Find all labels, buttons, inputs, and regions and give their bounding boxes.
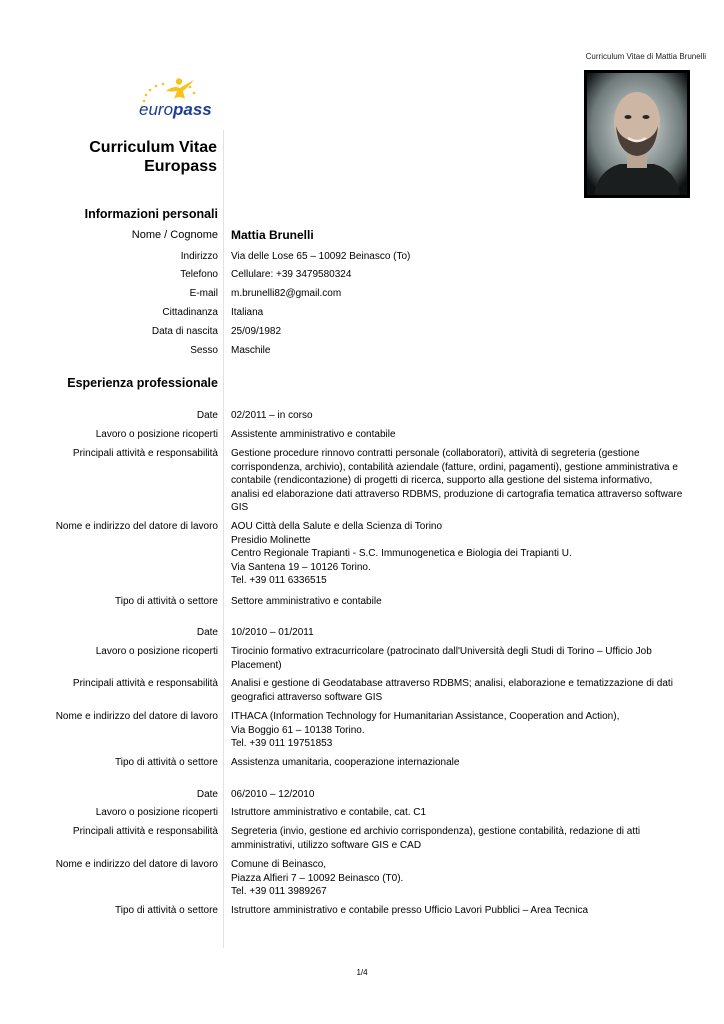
job-employer-line: Via Santena 19 – 10126 Torino. <box>231 561 371 573</box>
logo-text-pass: pass <box>173 100 212 119</box>
job-employer <box>231 520 691 588</box>
job-employer-line: Piazza Alfieri 7 – 10092 Beinasco (T0). <box>231 872 404 884</box>
job-activities <box>231 447 691 515</box>
job-role-line: Tirocinio formativo extracurricolare (patrocinato dall'Università degli Studi di Torino – Ufficio Job <box>231 646 652 657</box>
label-role: Lavoro o posizione ricoperti <box>95 429 218 440</box>
job-sector: Assistenza umanitaria, cooperazione internazionale <box>231 757 460 768</box>
value-email: m.brunelli82@gmail.com <box>231 288 342 299</box>
job-employer-line: AOU Città della Salute e della Scienza di Torino <box>231 521 443 532</box>
job-date: 10/2010 – 01/2011 <box>231 627 314 638</box>
job-activities-line: geografici attraverso software GIS <box>231 691 383 703</box>
job-date: 02/2011 – in corso <box>231 410 313 421</box>
label-date: Date <box>196 789 218 800</box>
value-sesso: Maschile <box>231 345 271 356</box>
job-activities-line: analisi ed elaborazione dati attraverso RDBMS, produzione di cartografia tematica attraverso software <box>231 488 683 500</box>
section-title-personal: Informazioni personali <box>84 207 218 221</box>
job-activities-line: Segreteria (invio, gestione ed archivio corrispondenza), gestione contabilità, redazione di atti <box>231 826 641 837</box>
job-date: 06/2010 – 12/2010 <box>231 789 315 800</box>
europass-logo <box>136 77 218 121</box>
label-date: Date <box>196 410 218 421</box>
job-activities-line: GIS <box>231 502 249 513</box>
job-activities-line: Gestione procedure rinnovo contratti personale (collaboratori), attività di segreteria (gestione <box>231 448 640 459</box>
label-telefono: Telefono <box>180 269 218 280</box>
running-header: Curriculum Vitae di Mattia Brunelli <box>585 52 706 61</box>
job-employer-line: Presidio Molinette <box>231 534 311 546</box>
job-sector: Settore amministrativo e contabile <box>231 596 382 607</box>
job-employer-line: Tel. +39 011 3989267 <box>231 886 327 897</box>
value-cittadinanza: Italiana <box>231 307 264 318</box>
job-employer-line: Via Boggio 61 – 10138 Torino. <box>231 724 365 736</box>
section-title-experience: Esperienza professionale <box>67 376 218 390</box>
job-activities <box>231 677 691 704</box>
label-sector: Tipo di attività o settore <box>114 757 218 768</box>
job-employer-line: Tel. +39 011 19751853 <box>231 738 333 749</box>
job-employer <box>231 858 691 899</box>
page-number: 1/4 <box>356 968 368 977</box>
label-activities: Principali attività e responsabilità <box>72 448 218 459</box>
job-activities-line: amministrativi, utilizzo software GIS e CAD <box>231 839 422 851</box>
value-telefono: Cellulare: +39 3479580324 <box>231 269 352 280</box>
value-nome-cognome: Mattia Brunelli <box>231 228 314 242</box>
label-email: E-mail <box>189 288 218 299</box>
job-employer <box>231 710 691 751</box>
job-employer-line: Centro Regionale Trapianti - S.C. Immunogenetica e Biologia dei Trapianti U. <box>231 548 572 559</box>
job-activities <box>231 825 691 852</box>
job-employer-line: Tel. +39 011 6336515 <box>231 575 327 586</box>
label-sesso: Sesso <box>190 345 218 356</box>
cv-title <box>17 138 217 176</box>
job-employer-line: Comune di Beinasco, <box>231 859 327 870</box>
cv-title-line2: Europass <box>144 158 217 175</box>
label-employer: Nome e indirizzo del datore di lavoro <box>55 859 218 870</box>
label-cittadinanza: Cittadinanza <box>162 307 218 318</box>
job-activities-line: corrispondenza, archivio), contabilità aziendale (fatture, ordini, pagamenti), gestione amministrativa e <box>231 461 678 473</box>
job-role-line: Placement) <box>231 659 282 671</box>
label-employer: Nome e indirizzo del datore di lavoro <box>55 521 218 532</box>
europass-star-figure-icon <box>136 77 218 121</box>
column-divider <box>223 130 224 948</box>
label-sector: Tipo di attività o settore <box>114 905 218 916</box>
label-data-nascita: Data di nascita <box>151 326 218 337</box>
label-nome-cognome: Nome / Cognome <box>131 229 218 241</box>
label-role: Lavoro o posizione ricoperti <box>95 646 218 657</box>
value-data-nascita: 25/09/1982 <box>231 326 282 337</box>
label-indirizzo: Indirizzo <box>180 251 218 262</box>
job-role: Istruttore amministrativo e contabile, cat. C1 <box>231 807 427 818</box>
cv-title-line1: Curriculum Vitae <box>89 139 217 156</box>
job-role: Assistente amministrativo e contabile <box>231 429 396 440</box>
logo-text-euro: euro <box>139 100 174 119</box>
job-role <box>231 645 691 672</box>
job-employer-line: ITHACA (Information Technology for Humanitarian Assistance, Cooperation and Action), <box>231 711 620 722</box>
job-activities-line: Analisi e gestione di Geodatabase attraverso RDBMS; analisi, elaborazione e tematizzazione di dati <box>231 678 673 689</box>
label-role: Lavoro o posizione ricoperti <box>95 807 218 818</box>
label-date: Date <box>196 627 218 638</box>
profile-photo <box>584 70 690 198</box>
label-activities: Principali attività e responsabilità <box>72 826 218 837</box>
job-activities-line: contabile (rendicontazione) di progetti di ricerca, supporto alla gestione del sistema informativo, <box>231 475 653 486</box>
label-sector: Tipo di attività o settore <box>114 596 218 607</box>
value-indirizzo: Via delle Lose 65 – 10092 Beinasco (To) <box>231 251 411 262</box>
job-sector: Istruttore amministrativo e contabile presso Ufficio Lavori Pubblici – Area Tecnica <box>231 905 589 916</box>
label-activities: Principali attività e responsabilità <box>72 678 218 689</box>
label-employer: Nome e indirizzo del datore di lavoro <box>55 711 218 722</box>
